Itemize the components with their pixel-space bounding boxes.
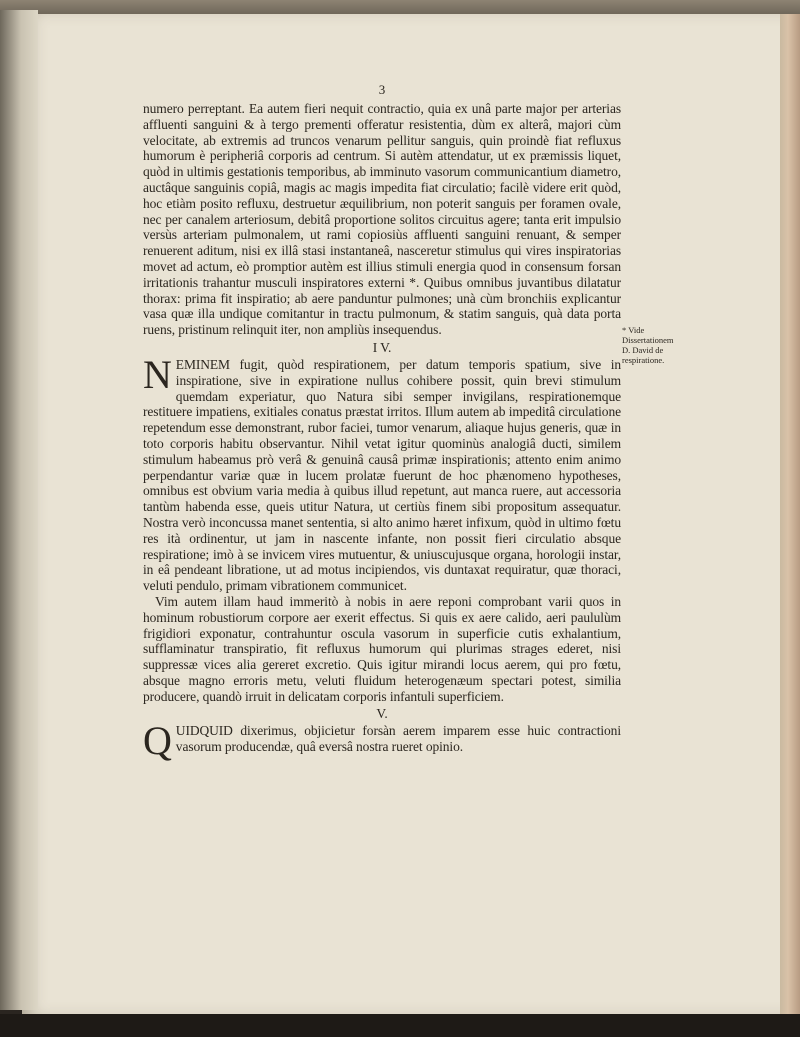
paragraph-3: Vim autem illam haud immeritò à nobis in aere reponi comprobant varii quos in hominum robustiorum corpore aer exerit effectus. Si quis ex aere calido, aeri paululùm frigidiori exponatur, contrahuntur oscula vasorum in superficie cutis exhalantium, sufflaminatur transpiratio, fit refluxus humorum qui plurimas strages ederet, nisi suppressæ vices alia gereret excretio. Quis igitur mirandi locus aerem, qui pro fœtu, absque magno erroris metu, veluti fluidum heterogenæum spectari potest, similia producere, quandò irruit in delicatam corporis infantuli superficiem. bbox=[143, 593, 621, 704]
section-heading-iv: I V. bbox=[372, 339, 392, 355]
drop-cap-q: Q bbox=[143, 718, 172, 764]
page-fore-edge bbox=[780, 14, 800, 1024]
paragraph-4-text: UIDQUID dixerimus, objicietur forsàn aerem imparem esse huic contractioni vasorum producendæ, quâ eversâ nostra rueret opinio. bbox=[175, 723, 621, 755]
page-body bbox=[143, 82, 621, 764]
paragraph-2 bbox=[143, 351, 621, 594]
paragraph-2-text: EMINEM fugit, quòd respirationem, per datum temporis spatium, sive in inspiratione, sive in expiratione nullus cohibere possit, quin brevi stimulum quemdam experiatur, quo Natura sibi semper invigilans, respirationemque restituere impatiens, exitiales conatus præstat irritos. Illum autem ab impeditâ circulatione repetendum esse demonstrant, rubor faciei, tumor venarum, aliaque hujus generis, quæ in toto corporis habitu observantur. Nihil vetat igitur quominùs analogiâ ducti, similem stimulum habeamus prò verâ & genuinâ causâ primæ inspirationis; attento enim animo perpendantur variæ quæ in lucem prolatæ fuerunt de hoc phænomeno hypotheses, omnibus est obvium varia media à quibus illud repetunt, aut manca ruere, aut accessoria tantùm habenda esse, queis utitur Natura, ut certiùs finem sibi propositum assequatur. Nostra verò inconcussa manet sententia, si alto animo hæret infixum, quòd in ultimo fœtu res ità ordinentur, ut jam in nascente infante, non possit fieri circulatio absque respiratione; imò à se invicem vires mutuentur, & uniuscujusque organa, horologii instar, in eâ pendeant libratione, ut ad motus incipiendos, vis duntaxat requiratur, quæ thoraci, veluti pendulo, primam vibrationem communicet. bbox=[143, 356, 621, 594]
book-bottom-edge bbox=[0, 1014, 800, 1037]
paragraph-1: numero perreptant. Ea autem fieri nequit contractio, quia ex unâ parte major per arterias affluenti sanguini & à tergo prementi offeratur resistentia, dùm ex alterâ, majori cùm velocitate, ab extremis ad truncos venarum pellitur sanguis, quin proindè fiat refluxus humorum è peripheriâ corporis ad centrum. Si autèm attendatur, ut ex præmissis liquet, quòd in ultimis gestationis temporibus, ab imminuto vasorum communicantium diametro, auctâque sanguinis copiâ, magis ac magis impedita fiat circulatio; facilè videre erit quòd, hoc etiàm posito refluxu, destruetur æquilibrium, non poterit sanguis per foramen ovale, nec per canalem arteriosum, debitâ proportione solitos circuitus agere; tanta erit impulsio versùs arteriam pulmonalem, ut rami copiosiùs affluenti sanguini renuant, & semper renuerent aditum, nisi ex illâ stasi instantaneâ, nasceretur stimulus qui vires inspiratorias movet ad actum, eò promptior autèm est illius stimuli energia quod in consensum forsan irritationis trahantur musculi inspiratores externi *. Quibus omnibus juvantibus dilatatur thorax: prima fit inspiratio; ab aere panduntur pulmones; unà cùm bronchiis explicantur vasa quæ illa undique comitantur in tractu pulmonum, & statim sanguis, quà data porta ruens, pristinum relinquit iter, non ampliùs insequendus. bbox=[143, 101, 621, 338]
section-heading-v: V. bbox=[376, 706, 388, 722]
drop-cap-n: N bbox=[143, 351, 172, 397]
margin-note: * Vide Dissertationem D. David de respiratione. bbox=[622, 325, 674, 365]
paragraph-4 bbox=[143, 718, 621, 764]
page-number: 3 bbox=[378, 82, 386, 97]
book-binding bbox=[0, 10, 38, 1010]
